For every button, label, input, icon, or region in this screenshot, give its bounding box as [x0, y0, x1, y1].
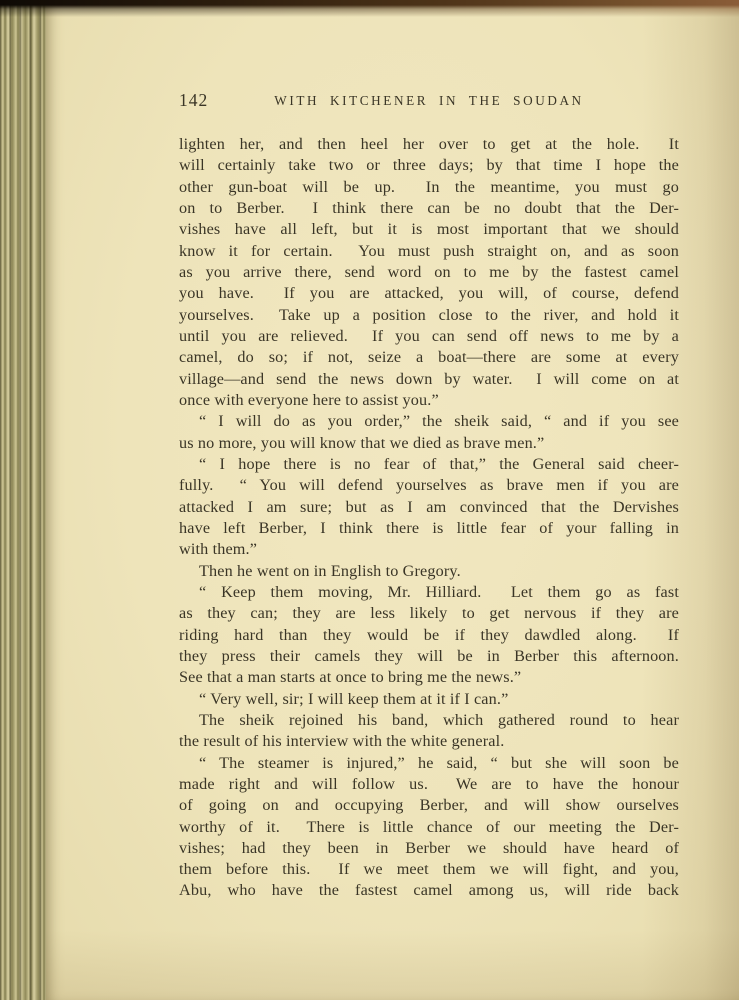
text-line: The sheik rejoined his band, which gathered round to hear	[199, 710, 679, 729]
text-line: worthy of it. There is little chance of our meeting the Der-	[179, 817, 679, 836]
text-line: the result of his interview with the white general.	[179, 732, 505, 751]
text-line: other gun-boat will be up. In the meantime, you must go	[179, 177, 679, 196]
text-line: on to Berber. I think there can be no doubt that the Der-	[179, 198, 679, 217]
text-line: vishes; had they been in Berber we should have heard of	[179, 838, 679, 857]
book-page	[46, 0, 739, 1000]
text-line: “ I will do as you order,” the sheik said, “ and if you see	[199, 412, 679, 431]
text-line: made right and will follow us. We are to have the honour	[179, 774, 679, 793]
text-line: know it for certain. You must push straight on, and as soon	[179, 241, 679, 260]
text-line: as they can; they are less likely to get nervous if they are	[179, 604, 679, 623]
text-line: lighten her, and then heel her over to get at the hole. It	[179, 135, 679, 153]
page-body	[179, 134, 679, 902]
paragraph	[179, 454, 679, 561]
text-line: riding hard than they would be if they dawdled along. If	[179, 625, 679, 644]
paragraph	[179, 753, 679, 902]
text-line: fully. “ You will defend yourselves as brave men if you are	[179, 476, 679, 495]
page-number: 142	[179, 90, 209, 110]
text-line: camel, do so; if not, seize a boat—there are some at every	[179, 348, 679, 367]
text-line: have left Berber, I think there is little fear of your falling in	[179, 518, 679, 537]
paragraph	[179, 582, 679, 689]
text-line: you have. If you are attacked, you will, of course, defend	[179, 284, 679, 303]
text-line: See that a man starts at once to bring me the news.”	[179, 668, 522, 687]
text-line: village—and send the news down by water. I will come on at	[179, 369, 679, 388]
text-line: attacked I am sure; but as I am convinced that the Dervishes	[179, 497, 679, 516]
running-title: WITH KITCHENER IN THE SOUDAN	[274, 93, 584, 108]
text-line: us no more, you will know that we died as brave men.”	[179, 433, 545, 452]
top-shadow-band	[0, 0, 739, 17]
paragraph	[179, 710, 679, 753]
text-line: “ The steamer is injured,” he said, “ but she will soon be	[199, 753, 679, 772]
text-line: “ Very well, sir; I will keep them at it if I can.”	[199, 689, 509, 708]
text-line: they press their camels they will be in Berber this afternoon.	[179, 646, 679, 665]
text-line: of going on and occupying Berber, and will show ourselves	[179, 796, 679, 815]
page-header	[179, 90, 679, 112]
text-line: will certainly take two or three days; by that time I hope the	[179, 156, 679, 175]
text-line: “ Keep them moving, Mr. Hilliard. Let them go as fast	[199, 582, 679, 601]
paragraph	[179, 689, 679, 710]
text-line: them before this. If we meet them we will fight, and you,	[179, 860, 679, 879]
text-line: “ I hope there is no fear of that,” the General said cheer-	[199, 454, 679, 473]
text-line: vishes have all left, but it is most important that we should	[179, 220, 679, 239]
text-line: until you are relieved. If you can send off news to me by a	[179, 326, 679, 345]
paragraph	[179, 411, 679, 454]
text-line: yourselves. Take up a position close to the river, and hold it	[179, 305, 679, 324]
text-line: Abu, who have the fastest camel among us, will ride back	[179, 881, 679, 900]
paragraph	[179, 561, 679, 582]
paragraph	[179, 134, 679, 411]
text-line: with them.”	[179, 540, 258, 559]
text-line: Then he went on in English to Gregory.	[199, 561, 461, 580]
text-line: as you arrive there, send word on to me by the fastest camel	[179, 262, 679, 281]
text-line: once with everyone here to assist you.”	[179, 390, 439, 409]
